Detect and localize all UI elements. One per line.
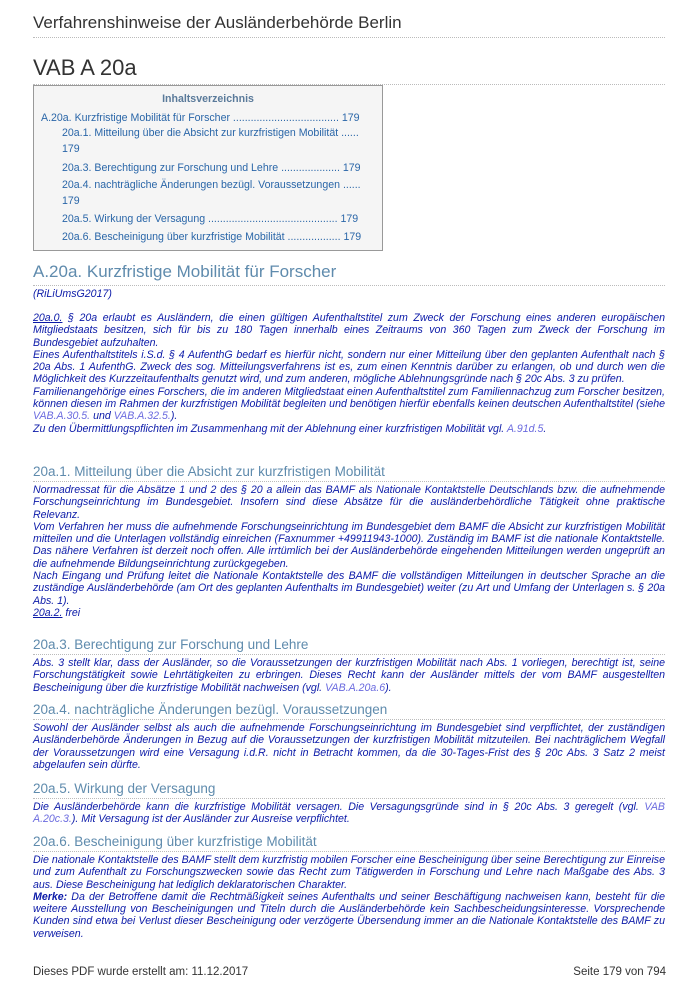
toc-link-20a1-page[interactable]: 179 bbox=[62, 143, 80, 155]
paragraph: Zu den Übermittlungspflichten im Zusammenhang mit der Ablehnung einer kurzfristigen Mobilität vgl. A.91d.5. bbox=[33, 422, 547, 435]
footer-page-number: Seite 179 von 794 bbox=[573, 966, 666, 978]
toc-link-20a4-page[interactable]: 179 bbox=[62, 195, 80, 207]
source-reference: (RiLiUmsG2017) bbox=[33, 288, 112, 300]
paragraph: Familienangehörige eines Forschers, die im anderen Mitgliedstaat einen Aufenthaltstitel zum Familiennachzug zum Forscher besitzen, können diesen im Rahmen der kurzfristigen Mobilität begleiten und benötigen hierfür ebenfalls keinen deutschen Aufenthaltstitel (siehe VAB.A.30.5. und VAB.A.32.5.). bbox=[33, 385, 665, 423]
section-divider bbox=[33, 719, 665, 720]
section-divider bbox=[33, 285, 665, 286]
section-20a6-body bbox=[33, 854, 665, 940]
link-vab-a20a-6[interactable]: VAB.A.20a.6 bbox=[325, 681, 386, 694]
section-divider bbox=[33, 798, 665, 799]
toc-link-20a4[interactable]: 20a.4. nachträgliche Änderungen bezügl. Voraussetzungen ...... bbox=[62, 179, 361, 191]
section-heading-20a5: 20a.5. Wirkung der Versagung bbox=[33, 781, 216, 796]
anchor-20a0[interactable]: 20a.0. bbox=[33, 312, 63, 324]
paragraph: 20a.2. frei bbox=[33, 606, 81, 619]
toc-link-20a5[interactable]: 20a.5. Wirkung der Versagung ............................................ 179 bbox=[62, 213, 359, 225]
section-heading-20a3: 20a.3. Berechtigung zur Forschung und Lehre bbox=[33, 637, 309, 652]
toc-link-a20a[interactable]: A.20a. Kurzfristige Mobilität für Forscher .................................... 179 bbox=[41, 112, 360, 124]
paragraph: Eines Aufenthaltstitels i.S.d. § 4 AufenthG bedarf es hierfür nicht, sondern nur einer Mitteilung über den geplanten Aufenthalt nach § 20a Abs. 1 AufenthG. Zweck des sog. Mitteilungsverfahrens ist es, zum einen Kenntnis darüber zu erlangen, ob und durch wen die Möglichkeit des Kurzzeitaufenthalts genutzt wird, und zum anderen, mögliche Ablehnungsgründe nach § 20c Abs. 3 zu prüfen. bbox=[33, 348, 665, 386]
section-20a3-body bbox=[33, 657, 665, 694]
link-vab-a20c-3[interactable]: VAB A.20c.3. bbox=[33, 801, 665, 826]
paragraph: Die Ausländerbehörde kann die kurzfristige Mobilität versagen. Die Versagungsgründe sind in § 20c Abs. 3 geregelt (vgl. VAB A.20c.3.). Mit Versagung ist der Ausländer zur Ausreise verpflichtet. bbox=[33, 801, 665, 826]
anchor-20a2[interactable]: 20a.2. bbox=[33, 606, 63, 619]
toc-link-20a1[interactable]: 20a.1. Mitteilung über die Absicht zur kurzfristigen Mobilität ...... bbox=[62, 127, 359, 139]
table-of-contents bbox=[33, 85, 383, 251]
toc-link-20a6[interactable]: 20a.6. Bescheinigung über kurzfristige Mobilität .................. 179 bbox=[62, 231, 362, 243]
section-divider bbox=[33, 654, 665, 655]
link-vab-a30-5[interactable]: VAB.A.30.5. bbox=[33, 410, 91, 423]
section-heading-a20a: A.20a. Kurzfristige Mobilität für Forscher bbox=[33, 262, 337, 281]
section-20a4-body bbox=[33, 722, 665, 771]
note-label: Merke: bbox=[33, 890, 68, 903]
toc-heading: Inhaltsverzeichnis bbox=[162, 93, 254, 105]
section-divider bbox=[33, 481, 665, 482]
link-a91d-5[interactable]: A.91d.5 bbox=[506, 422, 544, 435]
paragraph: Vom Verfahren her muss die aufnehmende Forschungseinrichtung im Bundesgebiet dem BAMF die Absicht zur kurzfristigen Mobilität mitteilen und die Unterlagen vollständig einreichen (Faxnummer +49911943-1000). Zuständig im BAMF ist die nationale Kontaktstelle. Das nähere Verfahren ist derzeit noch offen. Alle irrtümlich bei der Ausländerbehörde eingehenden Mitteilungen werden ungeprüft an die aufnehmende Bildungseinrichtung zurückgegeben. bbox=[33, 520, 665, 570]
paragraph: Sowohl der Ausländer selbst als auch die aufnehmende Forschungseinrichtung im Bundesgebiet sind verpflichtet, der zuständigen Ausländerbehörde Änderungen in Bezug auf die Voraussetzungen der kurzfristigen Mobilität mitzuteilen. Bei nachträglichem Wegfall der Voraussetzungen wird eine Versagung i.d.R. nicht in Betracht kommen, da die 30-Tages-Frist des § 20c Abs. 3 Satz 2 meist abgelaufen sein dürfte. bbox=[33, 722, 665, 771]
page-title: VAB A 20a bbox=[33, 55, 137, 80]
paragraph: Die nationale Kontaktstelle des BAMF stellt dem kurzfristig mobilen Forscher eine Bescheinigung über seine Berechtigung zur Einreise und zum Aufenthalt zu Forschungszwecken sowie das Recht zum Tätigwerden in Forschung und Lehre nach Maßgabe des Abs. 3 aus. Diese Bescheinigung hat lediglich deklaratorischen Charakter. bbox=[33, 854, 665, 891]
section-divider bbox=[33, 851, 665, 852]
section-a20a-source bbox=[33, 288, 665, 300]
footer-created-date: Dieses PDF wurde erstellt am: 11.12.2017 bbox=[33, 966, 249, 978]
section-heading-20a4: 20a.4. nachträgliche Änderungen bezügl. Voraussetzungen bbox=[33, 702, 388, 717]
section-20a5-body bbox=[33, 801, 665, 826]
section-a20a-body bbox=[33, 312, 665, 435]
header-divider bbox=[33, 37, 665, 38]
link-vab-a32-5[interactable]: VAB.A.32.5. bbox=[113, 410, 171, 423]
document-header: Verfahrenshinweise der Ausländerbehörde Berlin bbox=[33, 13, 402, 32]
section-20a1-body bbox=[33, 484, 665, 619]
paragraph: Nach Eingang und Prüfung leitet die Nationale Kontaktstelle des BAMF die vollständigen Mitteilungen in deutscher Sprache an die zuständige Ausländerbehörde (am Ort des geplanten Aufenthalts im Bundesgebiet) weiter (zu Art und Umfang der Unterlagen s. § 20a Abs. 1). bbox=[33, 570, 665, 607]
paragraph: Abs. 3 stellt klar, dass der Ausländer, so die Voraussetzungen der kurzfristigen Mobilität nach Abs. 1 vorliegen, berechtigt ist, seine Forschungstätigkeit sowie Lehrtätigkeiten zu erbringen. Dieses Recht kann der Ausländer mittels der vom BAMF ausgestellten Bescheinigung über die kurzfristige Mobilität nachweisen (vgl. VAB.A.20a.6). bbox=[33, 657, 665, 694]
paragraph: Normadressat für die Absätze 1 und 2 des § 20 a allein das BAMF als Nationale Kontaktstelle Deutschlands bzw. die aufnehmende Forschungseinrichtung im Bundesgebiet. Insofern sind diese Absätze für die ausländerbehördliche Tätigkeit ohne praktische Relevanz. bbox=[33, 484, 665, 521]
toc-link-20a3[interactable]: 20a.3. Berechtigung zur Forschung und Lehre .................... 179 bbox=[62, 162, 361, 174]
paragraph: Merke: Da der Betroffene damit die Rechtmäßigkeit seines Aufenthalts und seiner Beschäftigung nachweisen kann, besteht für die weitere Ausstellung von Bescheinigungen und Titeln durch die Ausländerbehörde kein Sachbescheidungsinteresse. Vorsprechende Kunden sind etwa bei Verlust dieser Bescheinigung oder verzögerte Übersendung immer an die Nationale Kontaktstelle des BAMF zu verweisen. bbox=[33, 890, 665, 940]
paragraph: 20a.0. § 20a erlaubt es Ausländern, die einen gültigen Aufenthaltstitel zum Zweck der Forschung eines anderen europäischen Mitgliedstaats besitzen, sich für bis zu 180 Tagen innerhalb eines Zeitraums von 360 Tagen zum Zweck der Forschung im Bundesgebiet aufzuhalten. bbox=[33, 312, 665, 349]
section-heading-20a6: 20a.6. Bescheinigung über kurzfristige Mobilität bbox=[33, 834, 317, 849]
section-heading-20a1: 20a.1. Mitteilung über die Absicht zur kurzfristigen Mobilität bbox=[33, 464, 385, 479]
